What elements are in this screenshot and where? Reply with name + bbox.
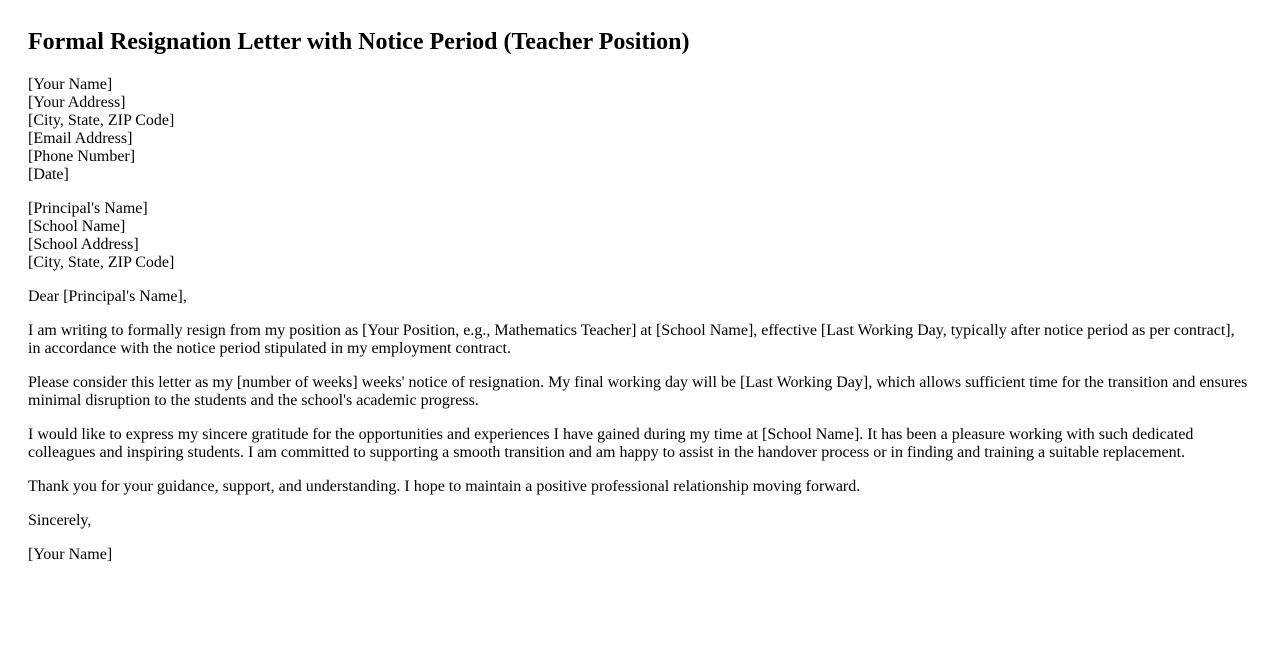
sender-address-block — [28, 76, 1250, 184]
recipient-city-state-zip: [City, State, ZIP Code] — [28, 254, 175, 271]
sender-phone: [Phone Number] — [28, 148, 136, 165]
salutation: Dear [Principal's Name], — [28, 288, 187, 305]
body-paragraph: Please consider this letter as my [number of weeks] weeks' notice of resignation. My final working day will be [Last Working Day], which allows sufficient time for the transition and ensures minimal disruption to the students and the school's academic progress. — [28, 374, 1248, 409]
sender-name: [Your Name] — [28, 76, 113, 93]
letter-date: [Date] — [28, 166, 69, 183]
body-paragraph: I would like to express my sincere gratitude for the opportunities and experiences I have gained during my time at [School Name]. It has been a pleasure working with such dedicated colleagues and inspiring students. I am committed to supporting a smooth transition and am happy to assist in the handover process or in finding and training a suitable replacement. — [28, 426, 1194, 461]
recipient-address-block — [28, 200, 1250, 272]
body-paragraph: I am writing to formally resign from my position as [Your Position, e.g., Mathematics Teacher] at [School Name], effective [Last Working Day, typically after notice period as per contract], in accordance with the notice period stipulated in my employment contract. — [28, 322, 1235, 357]
sender-city-state-zip: [City, State, ZIP Code] — [28, 112, 175, 129]
page-title: Formal Resignation Letter with Notice Period (Teacher Position) — [28, 29, 690, 55]
signature: [Your Name] — [28, 546, 113, 563]
recipient-address: [School Address] — [28, 236, 139, 253]
body-paragraph: Thank you for your guidance, support, and understanding. I hope to maintain a positive professional relationship moving forward. — [28, 478, 861, 495]
closing: Sincerely, — [28, 512, 92, 529]
sender-address: [Your Address] — [28, 94, 126, 111]
recipient-name: [Principal's Name] — [28, 200, 148, 217]
sender-email: [Email Address] — [28, 130, 133, 147]
recipient-school: [School Name] — [28, 218, 126, 235]
